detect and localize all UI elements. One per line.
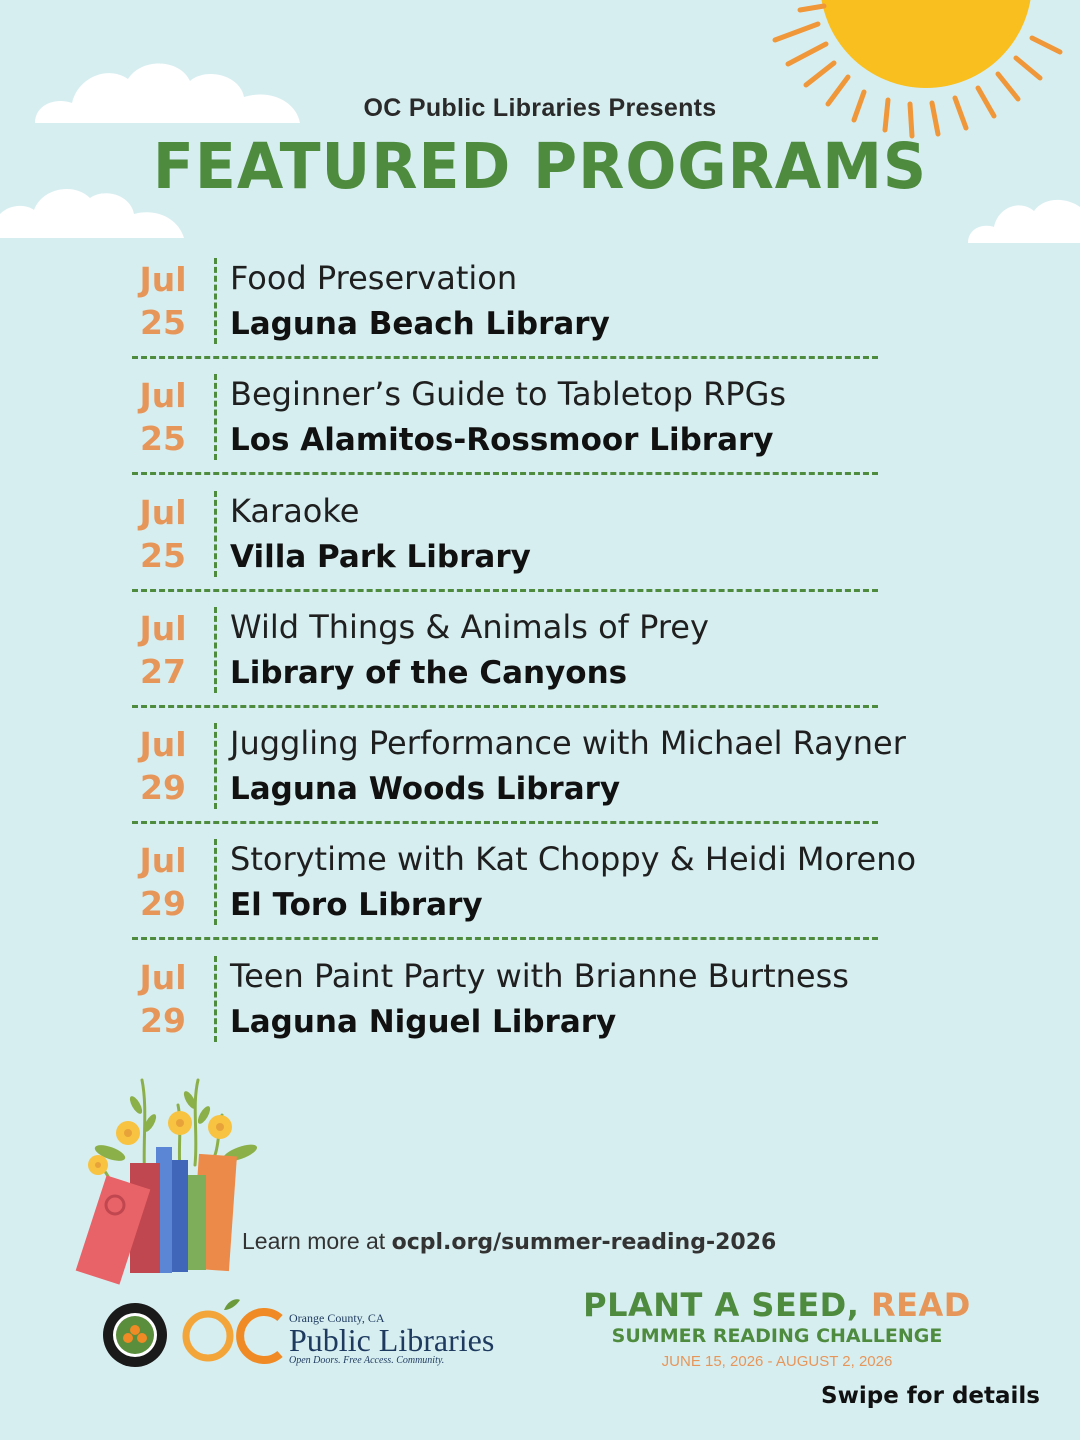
program-location: Laguna Beach Library — [230, 306, 610, 342]
vertical-divider — [214, 258, 217, 344]
program-location: El Toro Library — [230, 887, 483, 924]
program-title: Storytime with Kat Choppy & Heidi Moreno — [230, 840, 917, 879]
program-location: Villa Park Library — [230, 538, 531, 575]
program-row — [130, 252, 1030, 368]
program-date — [130, 607, 196, 693]
row-divider — [132, 821, 878, 824]
program-date — [130, 491, 196, 577]
logo-tagline: Open Doors. Free Access. Community. — [289, 1355, 445, 1366]
row-divider — [132, 589, 878, 592]
vertical-divider — [214, 607, 217, 693]
challenge-title-orange: READ — [871, 1286, 971, 1324]
row-divider — [132, 472, 878, 475]
challenge-title-green: PLANT A SEED, — [583, 1286, 872, 1324]
learn-more-link[interactable]: ocpl.org/summer-reading-2026 — [391, 1230, 777, 1255]
program-day: 27 — [140, 651, 186, 691]
county-seal-icon — [102, 1302, 168, 1368]
program-day: 29 — [140, 768, 186, 808]
program-row — [130, 485, 1030, 601]
program-month: Jul — [139, 260, 187, 299]
row-divider — [132, 705, 878, 708]
learn-more-line — [242, 1228, 776, 1255]
books-flowers-illustration — [70, 1075, 270, 1290]
logo-location: Orange County, CA — [289, 1311, 385, 1325]
program-title: Wild Things & Animals of Prey — [230, 607, 709, 646]
program-month: Jul — [139, 957, 187, 997]
program-month: Jul — [139, 841, 187, 881]
ocpl-logo-text — [289, 1312, 494, 1366]
swipe-hint: Swipe for details — [821, 1383, 1040, 1409]
vertical-divider — [214, 839, 217, 925]
logo-name: Public Libraries — [289, 1322, 495, 1358]
program-row — [130, 717, 1030, 833]
program-row — [130, 368, 1030, 484]
program-day: 29 — [140, 884, 186, 924]
program-title: Teen Paint Party with Brianne Burtness — [230, 956, 849, 995]
program-date — [130, 374, 196, 460]
program-location: Los Alamitos-Rossmoor Library — [230, 422, 774, 459]
program-date — [130, 839, 196, 925]
program-day: 25 — [140, 303, 186, 342]
vertical-divider — [214, 723, 217, 809]
challenge-dates: JUNE 15, 2026 - AUGUST 2, 2026 — [661, 1353, 893, 1370]
program-day: 29 — [140, 1000, 186, 1040]
challenge-subtitle: SUMMER READING CHALLENGE — [611, 1325, 943, 1347]
presenter-line: OC Public Libraries Presents — [363, 94, 717, 122]
page-title: FEATURED PROGRAMS — [152, 130, 928, 204]
program-month: Jul — [139, 376, 187, 416]
program-location: Library of the Canyons — [230, 654, 628, 691]
vertical-divider — [214, 956, 217, 1042]
program-location: Laguna Woods Library — [230, 771, 621, 808]
program-month: Jul — [139, 492, 187, 532]
vertical-divider — [214, 491, 217, 577]
program-date — [130, 258, 196, 344]
program-row — [130, 950, 1030, 1066]
program-title: Food Preservation — [230, 259, 518, 297]
ocpl-logo-icon — [180, 1296, 288, 1368]
program-list — [130, 252, 1030, 1066]
program-day: 25 — [140, 419, 186, 459]
sun-icon — [760, 0, 1080, 150]
row-divider — [132, 356, 878, 359]
program-location: Laguna Niguel Library — [230, 1003, 617, 1040]
row-divider — [132, 937, 878, 940]
program-month: Jul — [139, 608, 187, 648]
program-title: Beginner’s Guide to Tabletop RPGs — [230, 375, 787, 414]
program-day: 25 — [140, 535, 186, 575]
program-date — [130, 956, 196, 1042]
program-title: Karaoke — [230, 491, 360, 530]
program-row — [130, 601, 1030, 717]
vertical-divider — [214, 374, 217, 460]
program-row — [130, 833, 1030, 949]
challenge-title — [572, 1286, 982, 1324]
learn-more-prefix: Learn more at — [242, 1228, 392, 1254]
program-title: Juggling Performance with Michael Rayner — [230, 724, 906, 763]
program-month: Jul — [139, 725, 187, 765]
program-date — [130, 723, 196, 809]
